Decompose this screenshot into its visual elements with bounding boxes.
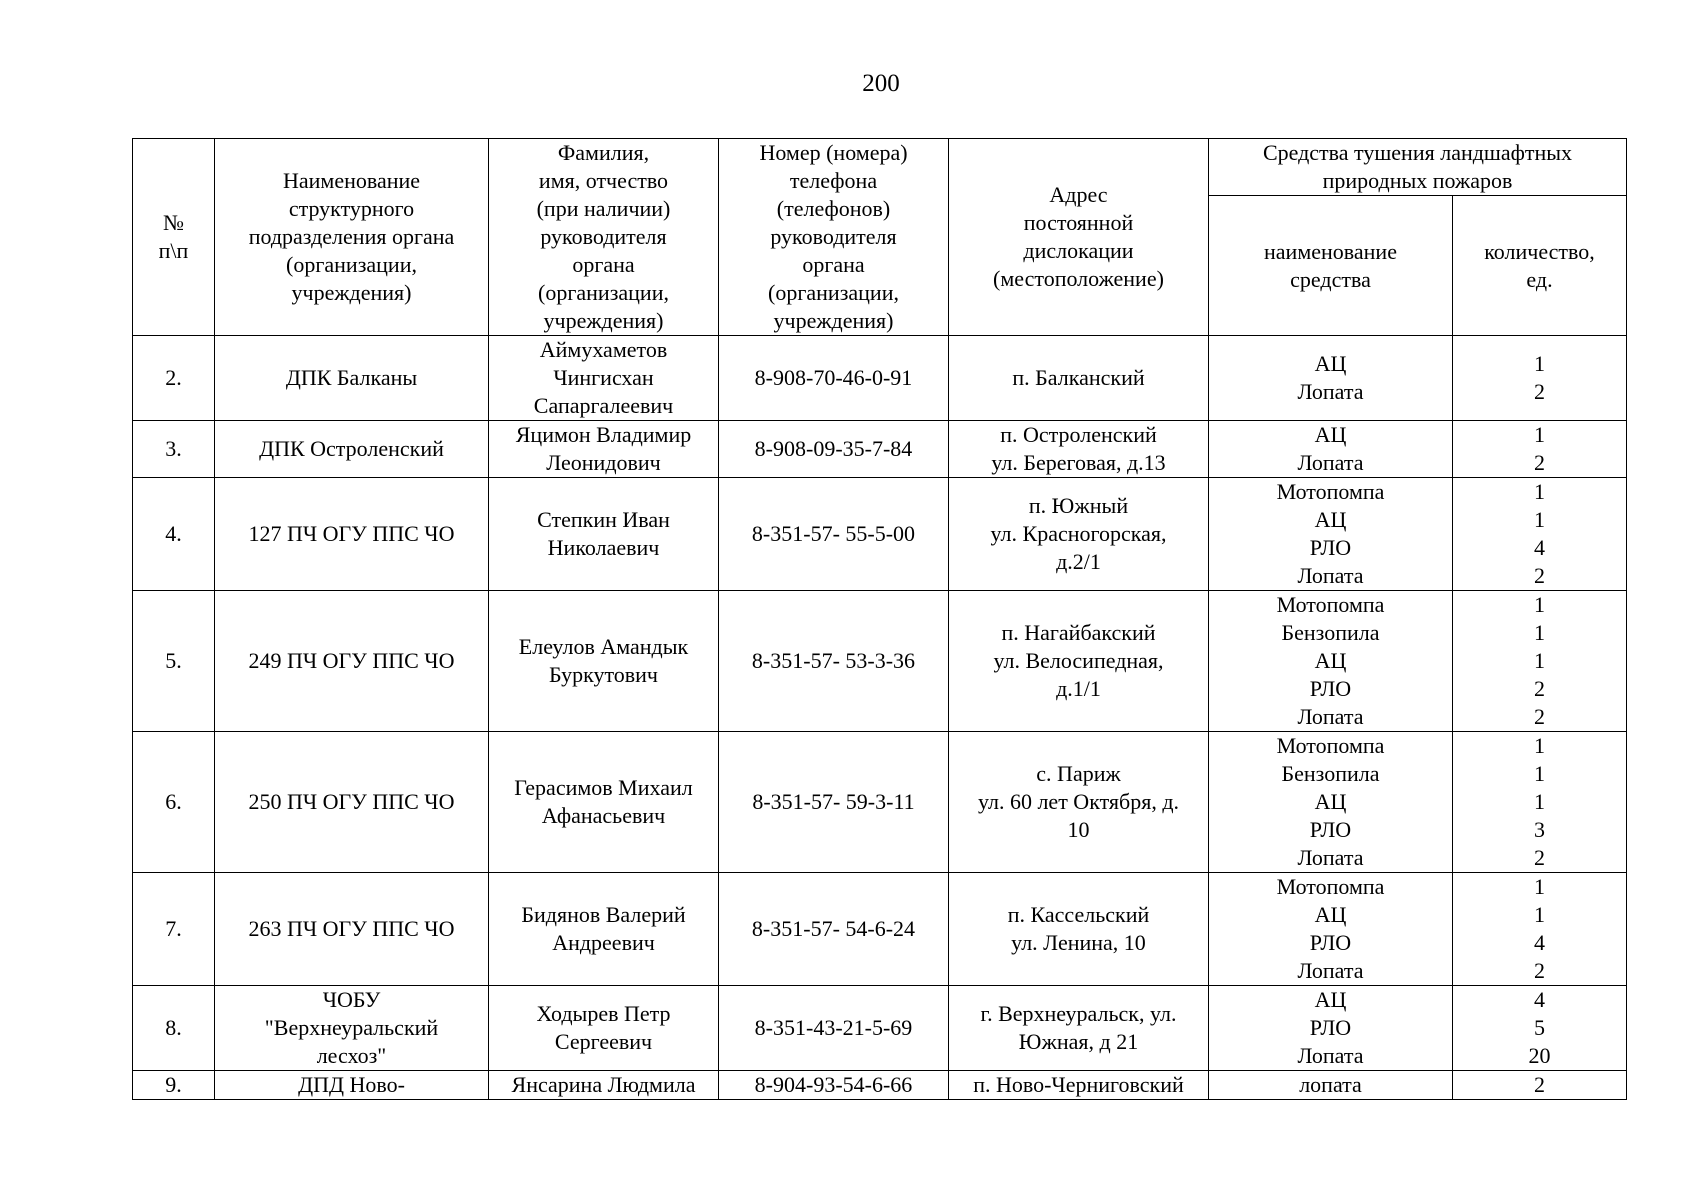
cell-phone: 8-351-57- 53-3-36 — [719, 591, 949, 732]
table-row — [133, 732, 1627, 873]
cell-num: 3. — [133, 421, 215, 478]
cell-unit: 263 ПЧ ОГУ ППС ЧО — [215, 873, 489, 986]
cell-head: Янсарина Людмила — [489, 1071, 719, 1100]
cell-unit: 249 ПЧ ОГУ ППС ЧО — [215, 591, 489, 732]
cell-means: Мотопомпа АЦ РЛО Лопата — [1209, 478, 1453, 591]
table-header — [133, 139, 1627, 336]
cell-qty: 4 5 20 — [1453, 986, 1627, 1071]
header-unit: Наименование структурного подразделения органа (организации, учреждения) — [215, 139, 489, 336]
cell-head: Аймухаметов Чингисхан Сапаргалеевич — [489, 336, 719, 421]
cell-num: 5. — [133, 591, 215, 732]
cell-means: Мотопомпа АЦ РЛО Лопата — [1209, 873, 1453, 986]
cell-unit: ДПК Балканы — [215, 336, 489, 421]
header-means-name: наименование средства — [1209, 196, 1453, 336]
cell-head: Герасимов Михаил Афанасьевич — [489, 732, 719, 873]
cell-means: АЦ Лопата — [1209, 336, 1453, 421]
cell-num: 6. — [133, 732, 215, 873]
cell-phone: 8-351-57- 55-5-00 — [719, 478, 949, 591]
cell-num: 7. — [133, 873, 215, 986]
table-row — [133, 478, 1627, 591]
cell-phone: 8-904-93-54-6-66 — [719, 1071, 949, 1100]
fire-means-table — [132, 138, 1627, 1100]
header-means-group: Средства тушения ландшафтных природных пожаров — [1209, 139, 1627, 196]
table-row — [133, 336, 1627, 421]
table-row — [133, 421, 1627, 478]
header-head: Фамилия, имя, отчество (при наличии) руководителя органа (организации, учреждения) — [489, 139, 719, 336]
header-address: Адрес постоянной дислокации (местоположение) — [949, 139, 1209, 336]
table-row — [133, 986, 1627, 1071]
cell-means: АЦ РЛО Лопата — [1209, 986, 1453, 1071]
cell-head: Яцимон Владимир Леонидович — [489, 421, 719, 478]
cell-unit: ДПД Ново- — [215, 1071, 489, 1100]
cell-means: Мотопомпа Бензопила АЦ РЛО Лопата — [1209, 591, 1453, 732]
cell-qty: 2 — [1453, 1071, 1627, 1100]
cell-means: лопата — [1209, 1071, 1453, 1100]
cell-head: Ходырев Петр Сергеевич — [489, 986, 719, 1071]
cell-head: Степкин Иван Николаевич — [489, 478, 719, 591]
cell-address: п. Нагайбакский ул. Велосипедная, д.1/1 — [949, 591, 1209, 732]
header-means-qty: количество, ед. — [1453, 196, 1627, 336]
cell-unit: 250 ПЧ ОГУ ППС ЧО — [215, 732, 489, 873]
cell-address: п. Ново-Черниговский — [949, 1071, 1209, 1100]
cell-unit: 127 ПЧ ОГУ ППС ЧО — [215, 478, 489, 591]
cell-unit: ЧОБУ "Верхнеуральский лесхоз" — [215, 986, 489, 1071]
header-phone: Номер (номера) телефона (телефонов) руководителя органа (организации, учреждения) — [719, 139, 949, 336]
cell-means: Мотопомпа Бензопила АЦ РЛО Лопата — [1209, 732, 1453, 873]
table-body — [133, 336, 1627, 1100]
cell-phone: 8-908-09-35-7-84 — [719, 421, 949, 478]
cell-num: 8. — [133, 986, 215, 1071]
page-number: 200 — [862, 70, 900, 97]
table-row — [133, 1071, 1627, 1100]
cell-num: 9. — [133, 1071, 215, 1100]
cell-phone: 8-908-70-46-0-91 — [719, 336, 949, 421]
cell-head: Елеулов Амандык Буркутович — [489, 591, 719, 732]
cell-num: 2. — [133, 336, 215, 421]
cell-phone: 8-351-57- 54-6-24 — [719, 873, 949, 986]
table-row — [133, 873, 1627, 986]
cell-num: 4. — [133, 478, 215, 591]
cell-address: п. Остроленский ул. Береговая, д.13 — [949, 421, 1209, 478]
cell-means: АЦ Лопата — [1209, 421, 1453, 478]
cell-qty: 1 2 — [1453, 421, 1627, 478]
cell-phone: 8-351-43-21-5-69 — [719, 986, 949, 1071]
cell-qty: 1 1 1 3 2 — [1453, 732, 1627, 873]
cell-address: п. Кассельский ул. Ленина, 10 — [949, 873, 1209, 986]
cell-unit: ДПК Остроленский — [215, 421, 489, 478]
table-row — [133, 591, 1627, 732]
cell-address: п. Балканский — [949, 336, 1209, 421]
cell-qty: 1 1 4 2 — [1453, 873, 1627, 986]
cell-qty: 1 1 1 2 2 — [1453, 591, 1627, 732]
cell-address: с. Париж ул. 60 лет Октября, д. 10 — [949, 732, 1209, 873]
cell-address: г. Верхнеуральск, ул. Южная, д 21 — [949, 986, 1209, 1071]
cell-qty: 1 1 4 2 — [1453, 478, 1627, 591]
cell-phone: 8-351-57- 59-3-11 — [719, 732, 949, 873]
header-num: № п\п — [133, 139, 215, 336]
cell-head: Бидянов Валерий Андреевич — [489, 873, 719, 986]
cell-address: п. Южный ул. Красногорская, д.2/1 — [949, 478, 1209, 591]
cell-qty: 1 2 — [1453, 336, 1627, 421]
